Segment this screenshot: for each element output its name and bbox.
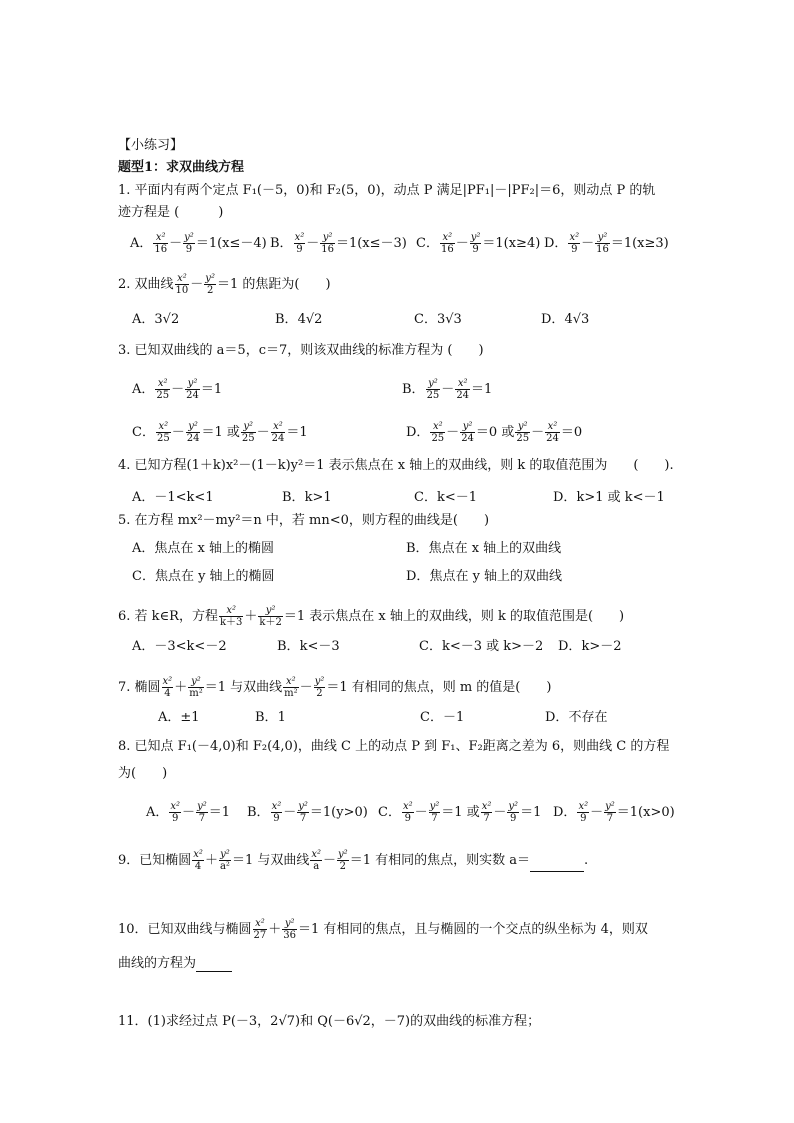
q3-option-c: C． $\frac{\text{x²}}{25}$ － $\frac{\text{y²}}{24}$ ＝1 或 $\frac{\text{y²}}{25}$ － $\frac{\text{x²}}{24}$ ＝1	[132, 421, 308, 444]
q8-option-d: D． $\frac{\text{x²}}{9}$ － $\frac{\text{y²}}{7}$ ＝1(x>0)	[553, 801, 675, 824]
q2-option-c: C．3√3	[414, 312, 462, 327]
q7-option-c: C．－1	[420, 710, 465, 725]
q8-option-a: A． $\frac{\text{x²}}{9}$ － $\frac{\text{y²}}{7}$ ＝1	[146, 801, 231, 824]
q9-stem: 9．已知椭圆 $\frac{\text{x²}}{4}$ ＋ $\frac{\text{y²}}{\text{a²}}$ ＝1 与双曲线 $\frac{\text{x²}}{a}$ － $\frac{\text{y²}}{2}$ ＝1 有相同的焦点，则实数 a＝ .	[118, 849, 589, 872]
q3-stem: 3. 已知双曲线的 a＝5，c＝7，则该双曲线的标准方程为 ( )	[118, 343, 484, 358]
q6-option-a: A．－3<k<－2	[132, 639, 227, 654]
q1-stem-line1: 1. 平面内有两个定点 F₁(－5，0)和 F₂(5，0)，动点 P 满足|PF₁|－|PF₂|＝6，则动点 P 的轨	[118, 183, 656, 198]
topic-heading: 题型1：求双曲线方程	[118, 160, 245, 175]
q1-option-d: D． $\frac{\text{x²}}{9}$ － $\frac{\text{y²}}{16}$ ＝1(x≥3)	[544, 232, 669, 255]
q3-option-d: D． $\frac{\text{x²}}{25}$ － $\frac{\text{y²}}{24}$ ＝0 或 $\frac{\text{y²}}{25}$ － $\frac{\text{x²}}{24}$ ＝0	[406, 421, 583, 444]
q7-stem: 7. 椭圆 $\frac{\text{x²}}{4}$ ＋ $\frac{\text{y²}}{\text{m²}}$ ＝1 与双曲线 $\frac{\text{x²}}{\text{m²}}$ － $\frac{\text{y²}}{2}$ ＝1 有相同的焦点，则 m 的值是( )	[118, 676, 552, 699]
q7-option-a: A．±1	[158, 710, 200, 725]
q10-stem-line2: 曲线的方程为	[118, 956, 232, 972]
q1-option-c: C． $\frac{\text{x²}}{16}$ － $\frac{\text{y²}}{9}$ ＝1(x≥4)	[416, 232, 541, 255]
q2-stem: 2. 双曲线 $\frac{\text{x²}}{10}$ － $\frac{\text{y²}}{2}$ ＝1 的焦距为( )	[118, 273, 331, 296]
q1-option-a: A． $\frac{\text{x²}}{16}$ － $\frac{\text{y²}}{9}$ ＝1(x≤－4)	[130, 232, 267, 255]
q1-option-b: B． $\frac{\text{x²}}{9}$ － $\frac{\text{y²}}{16}$ ＝1(x≤－3)	[270, 232, 407, 255]
q6-option-c: C．k<－3 或 k>－2	[419, 639, 544, 654]
q5-option-a: A．焦点在 x 轴上的椭圆	[132, 541, 274, 556]
q8-option-c: C． $\frac{\text{x²}}{9}$ － $\frac{\text{y²}}{7}$ ＝1 或 $\frac{\text{x²}}{7}$ － $\frac{\text{y²}}{9}$ ＝1	[378, 801, 542, 824]
q4-option-c: C．k<－1	[414, 490, 477, 505]
q7-option-b: B．1	[255, 710, 286, 725]
q5-option-d: D．焦点在 y 轴上的双曲线	[406, 569, 563, 584]
q3-option-a: A． $\frac{\text{x²}}{25}$ － $\frac{\text{y²}}{24}$ ＝1	[132, 378, 223, 401]
q6-option-b: B．k<－3	[277, 639, 340, 654]
q1-stem-line2: 迹方程是 ( )	[118, 205, 224, 220]
q5-stem: 5. 在方程 mx²－my²＝n 中，若 mn<0，则方程的曲线是( )	[118, 513, 490, 528]
q4-stem: 4. 已知方程(1＋k)x²－(1－k)y²＝1 表示焦点在 x 轴上的双曲线，则 k 的取值范围为 ( ).	[118, 458, 674, 473]
q4-option-a: A．－1<k<1	[132, 490, 214, 505]
q8-stem-line1: 8. 已知点 F₁(－4,0)和 F₂(4,0)，曲线 C 上的动点 P 到 F₁、F₂距离之差为 6，则曲线 C 的方程	[118, 739, 670, 754]
q2-option-a: A．3√2	[132, 312, 180, 327]
q6-option-d: D．k>－2	[558, 639, 622, 654]
q3-option-b: B． $\frac{\text{y²}}{25}$ － $\frac{\text{x²}}{24}$ ＝1	[402, 378, 493, 401]
q7-option-d: D．不存在	[545, 710, 608, 725]
q8-stem-line2: 为( )	[118, 766, 168, 781]
q5-option-c: C．焦点在 y 轴上的椭圆	[132, 569, 275, 584]
section-heading: 【小练习】	[118, 138, 184, 153]
q6-stem: 6. 若 k∈R，方程 $\frac{\text{x²}}{k+3}$ ＋ $\frac{\text{y²}}{k+2}$ ＝1 表示焦点在 x 轴上的双曲线，则 k 的取值范围是( )	[118, 605, 625, 628]
q4-option-b: B．k>1	[282, 490, 332, 505]
q5-option-b: B．焦点在 x 轴上的双曲线	[406, 541, 562, 556]
q8-option-b: B． $\frac{\text{x²}}{9}$ － $\frac{\text{y²}}{7}$ ＝1(y>0)	[247, 801, 368, 824]
q2-option-d: D．4√3	[541, 312, 590, 327]
q2-option-b: B．4√2	[275, 312, 323, 327]
q4-option-d: D．k>1 或 k<－1	[553, 490, 665, 505]
q9-answer-blank[interactable]	[530, 859, 584, 872]
q10-stem-line1: 10．已知双曲线与椭圆 $\frac{\text{x²}}{27}$ ＋ $\frac{\text{y²}}{36}$ ＝1 有相同的焦点，且与椭圆的一个交点的纵坐标为 4，则双	[118, 918, 648, 941]
q10-answer-blank[interactable]	[196, 959, 232, 972]
q11-stem: 11．(1)求经过点 P(－3，2√7)和 Q(－6√2，－7)的双曲线的标准方程；	[118, 1014, 541, 1029]
